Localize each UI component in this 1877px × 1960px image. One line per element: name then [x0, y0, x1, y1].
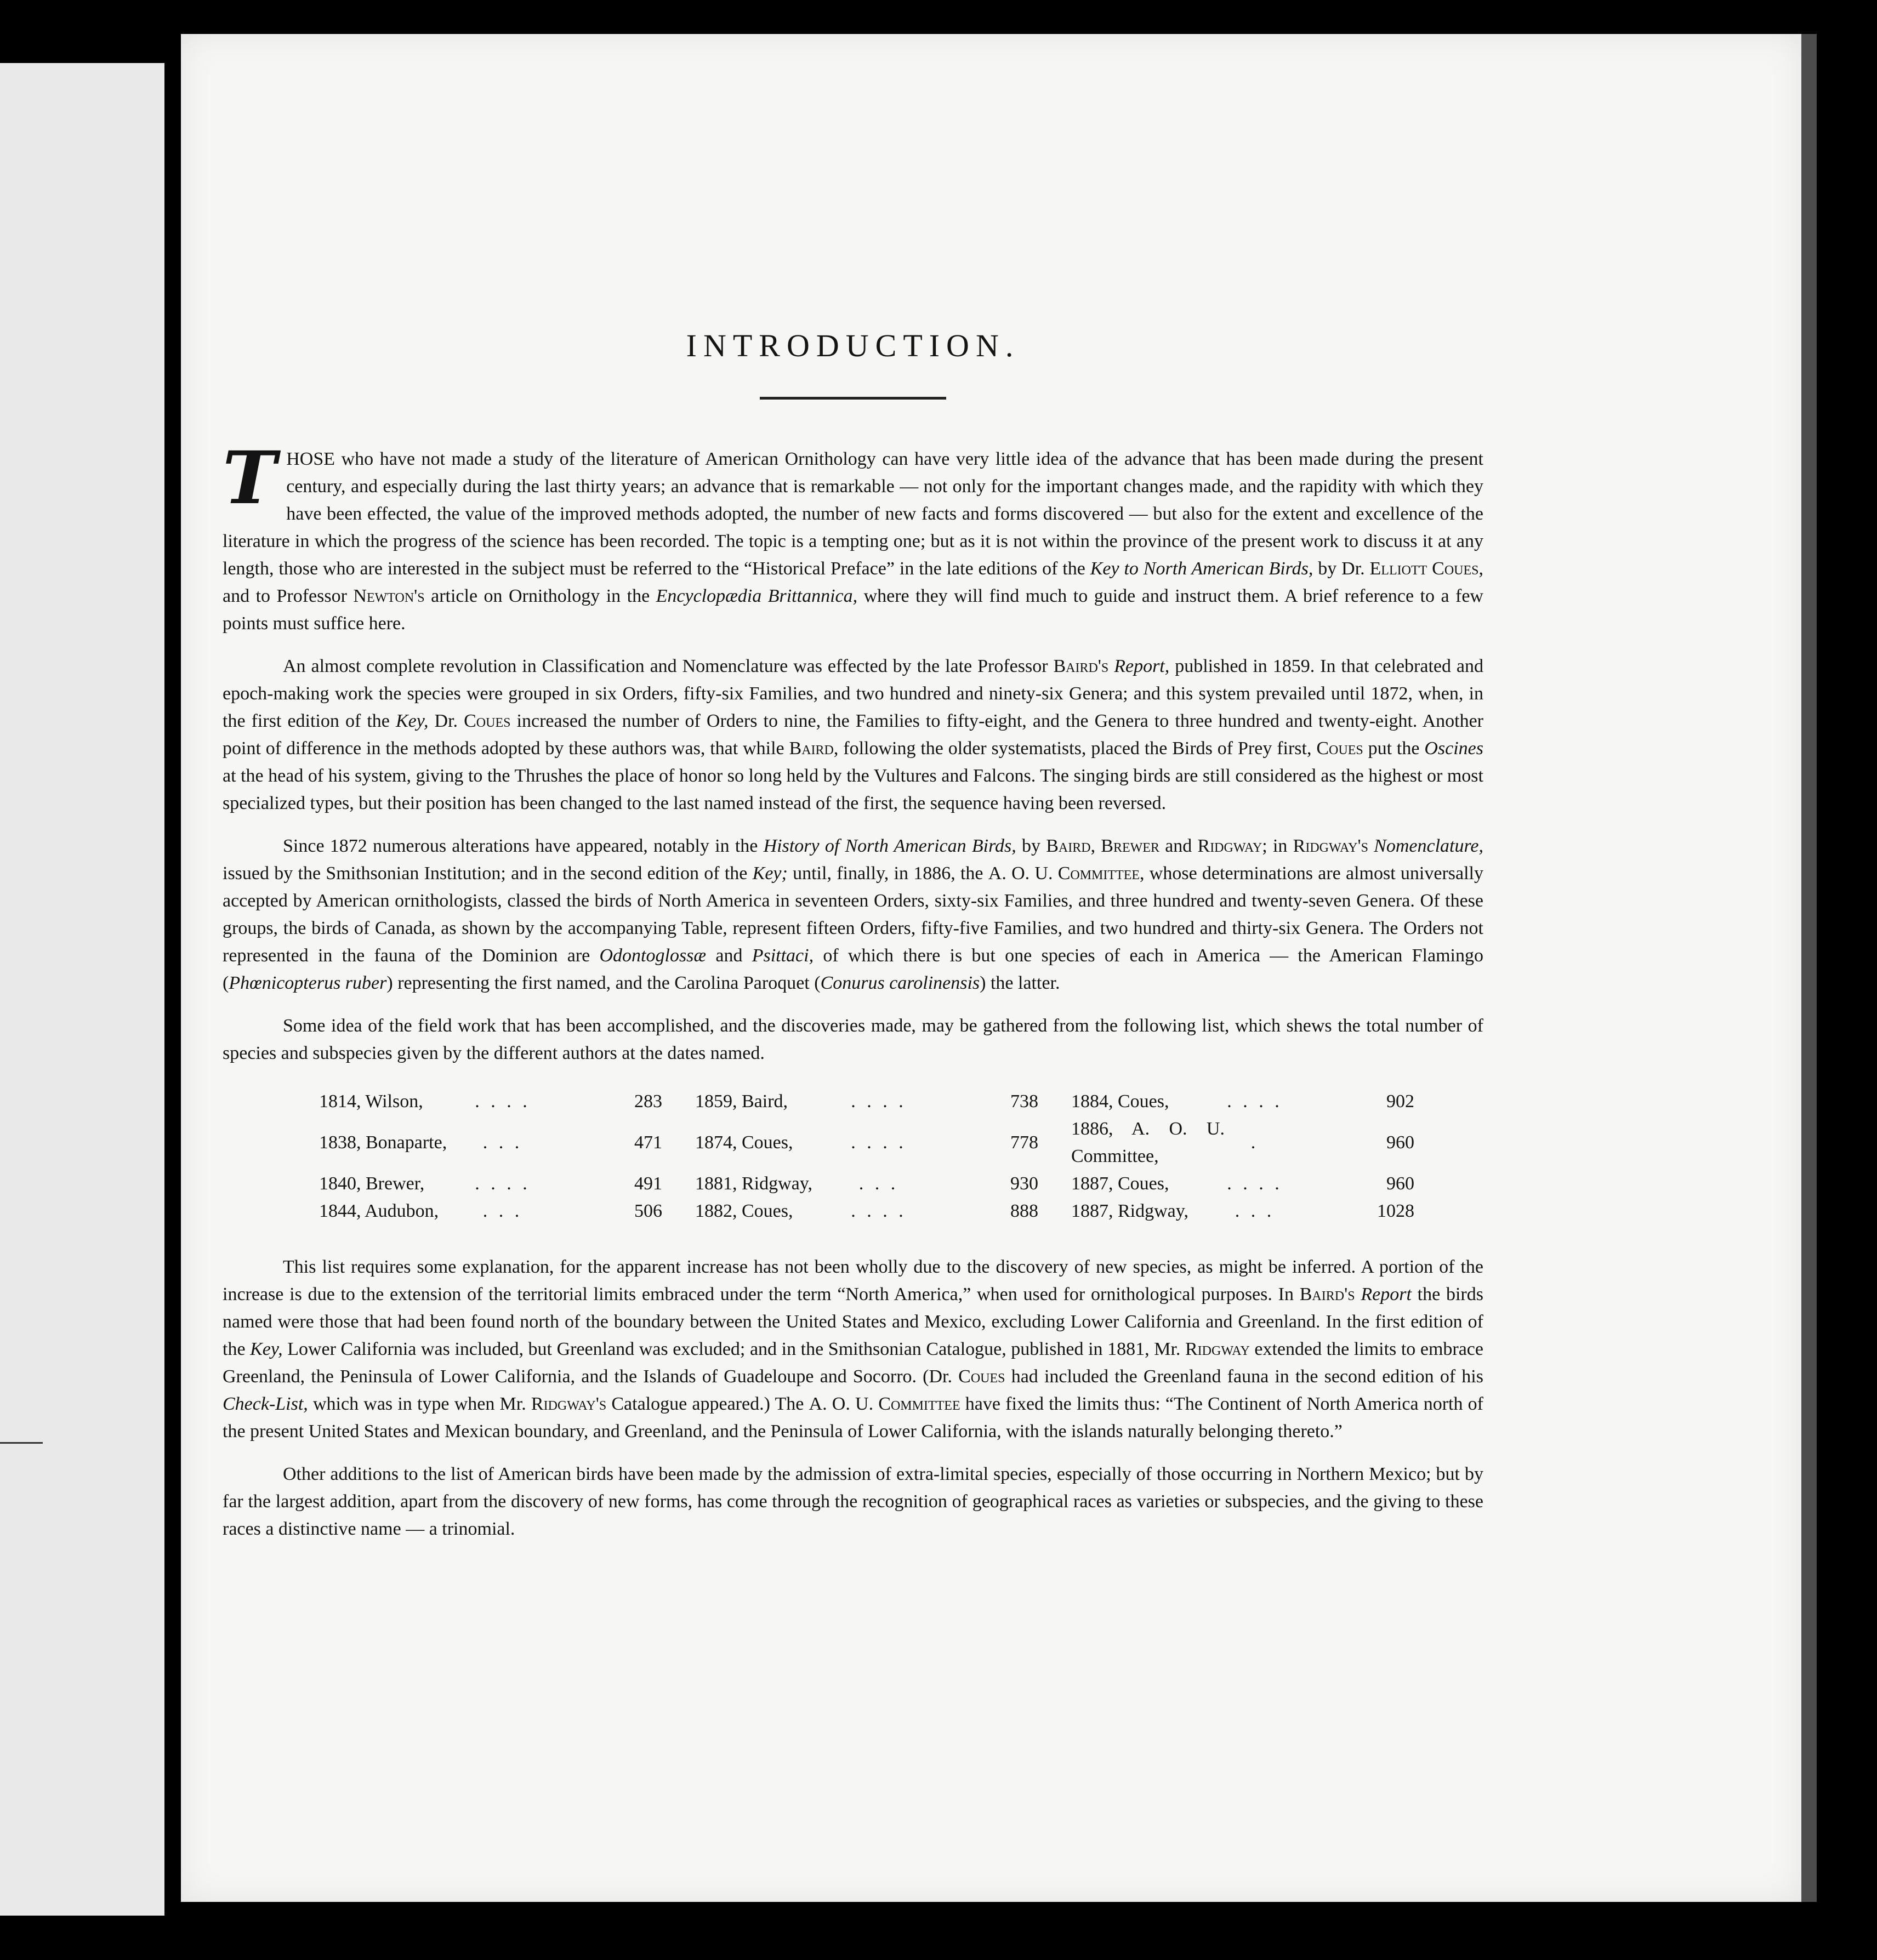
table-row	[319, 1198, 1447, 1225]
text-run: had included the Greenland fauna in the second edition of his	[1005, 1366, 1483, 1387]
text-run: ) representing the first named, and the Carolina Paroquet (	[386, 973, 821, 993]
author-year-cell: 1884, Coues,	[1071, 1091, 1169, 1112]
author-year-cell: 1887, Ridgway,	[1071, 1201, 1189, 1221]
species-count-cell: 930	[1010, 1173, 1038, 1194]
italic-term: Oscines	[1424, 738, 1484, 759]
leader-dots: . . . .	[475, 1091, 531, 1112]
leader-dots: .	[1250, 1132, 1259, 1153]
italic-title: Key,	[250, 1339, 283, 1359]
author-name: Coues	[958, 1366, 1005, 1387]
author-name: Baird's	[1299, 1284, 1355, 1304]
text-run: and	[1159, 836, 1198, 856]
title-rule	[760, 397, 946, 400]
author-name: Elliott Coues,	[1369, 559, 1483, 579]
table-row	[319, 1115, 1447, 1170]
author-name: Baird,	[789, 738, 839, 759]
italic-term: Phœnicopterus ruber	[229, 973, 387, 993]
text-run: at the head of his system, giving to the Thrushes the place of honor so long held by the Vultures and Falcons. The singing birds are still considered as the highest or most specialized types, but their position has been changed to the last named instead of the first, the sequence having been reversed.	[223, 766, 1483, 813]
author-year-cell: 1844, Audubon,	[319, 1201, 439, 1221]
italic-title: History of North American Birds,	[763, 836, 1016, 856]
text-run: article on Ornithology in the	[424, 586, 656, 606]
page-content	[223, 292, 1483, 1558]
text-run: put the	[1363, 738, 1425, 759]
text-run: by	[1016, 836, 1046, 856]
text-run: published in 1859. In that celebrated and epoch-making work the species were grouped in six Orders, fifty-six Families, and two hundred and ninety-six Genera; and this system prevailed until 1872, when, in the first edition of the	[223, 656, 1484, 731]
text-run: Lower California was included, but Greenland was excluded; and in the Smithsonian Catalogue, published in 1881, Mr.	[282, 1339, 1185, 1359]
leader-dots: . . .	[1235, 1201, 1275, 1221]
author-name: Ridgway's	[531, 1394, 607, 1414]
author-year-cell: 1859, Baird,	[695, 1091, 788, 1112]
table-row	[319, 1170, 1447, 1198]
paragraph-3	[223, 833, 1483, 997]
italic-term: Odontoglossæ	[599, 945, 707, 966]
italic-title: Nomenclature,	[1374, 836, 1484, 856]
text-run: and	[706, 945, 752, 966]
species-count-cell: 506	[634, 1201, 662, 1221]
paragraph-5	[223, 1254, 1483, 1445]
table-row	[319, 1088, 1447, 1115]
leader-dots: . . . .	[1227, 1091, 1283, 1112]
text-run: and to Professor	[223, 586, 354, 606]
text-run: HOSE who have not made a study of the literature of American Ornithology can have very little idea of the advance that has been made during the present century, and especially during the last thirty years; an advance that is remarkable — not only for the important changes made, and the rapidity with which they have been effected, the value of the improved methods adopted, the number of new facts and forms discovered — but also for the extent and excellence of the literature in which the progress of the science has been recorded. The topic is a tempting one; but as it is not within the province of the present work to discuss it at any length, those who are interested in the subject must be referred to the “Historical Preface” in the late editions of the	[223, 449, 1483, 579]
author-name: Ridgway;	[1197, 836, 1267, 856]
species-count-cell: 283	[634, 1091, 662, 1112]
text-run: issued by the Smithsonian Institution; and in the second edition of the	[223, 863, 753, 884]
paragraph-2	[223, 653, 1483, 817]
leader-dots: . . . .	[1227, 1173, 1283, 1194]
leader-dots: . . .	[482, 1132, 523, 1153]
author-name: Ridgway	[1185, 1339, 1250, 1359]
species-count-cell: 1028	[1377, 1201, 1414, 1221]
author-year-cell: 1886, A. O. U. Committee,	[1071, 1119, 1225, 1166]
italic-term: Conurus carolinensis	[820, 973, 980, 993]
left-page-edge	[0, 63, 164, 1916]
text-run: ) the latter.	[980, 973, 1060, 993]
italic-title: Report	[1361, 1284, 1412, 1304]
text-run: until, finally, in 1886, the	[787, 863, 988, 884]
author-year-cell: 1838, Bonaparte,	[319, 1132, 447, 1153]
text-run: which was in type when Mr.	[308, 1394, 531, 1414]
body-text	[223, 436, 1484, 1543]
committee-name: A. O. U. Committee	[809, 1394, 960, 1414]
species-count-cell: 491	[634, 1173, 662, 1194]
italic-title: Encyclopædia Brittannica,	[656, 586, 858, 606]
leader-dots: . . . .	[851, 1201, 907, 1221]
text-run: extended the limits to embrace Greenland, the Peninsula of Lower California, and the Islands of Guadeloupe and Socorro. (Dr.	[223, 1339, 1483, 1387]
author-year-cell: 1881, Ridgway,	[695, 1173, 813, 1194]
species-count-cell: 888	[1010, 1201, 1038, 1221]
leader-dots: . . . .	[475, 1173, 531, 1194]
species-count-cell: 960	[1386, 1173, 1414, 1194]
leader-dots: . . .	[858, 1173, 899, 1194]
species-count-cell: 902	[1386, 1091, 1414, 1112]
margin-mark	[0, 1442, 43, 1444]
italic-title: Check-List,	[223, 1394, 308, 1414]
species-count-cell: 471	[634, 1132, 662, 1153]
author-name: Coues	[1316, 738, 1363, 759]
text-run: Dr.	[428, 711, 464, 731]
author-year-cell: 1882, Coues,	[695, 1201, 793, 1221]
author-name: Newton's	[353, 586, 425, 606]
text-run: where they will find much to guide and instruct them. A brief reference to a few points must suffice here.	[223, 586, 1483, 634]
author-year-cell: 1874, Coues,	[695, 1132, 793, 1153]
text-run: Since 1872 numerous alterations have appeared, notably in the	[283, 836, 764, 856]
text-run: whose determinations are almost universally accepted by American ornithologists, classed the birds of North America in seventeen Orders, sixty-six Families, and three hundred and twenty-seven Genera. Of these groups, the birds of Canada, as shown by the accompanying Table, represent fifteen Orders, fifty-five Families, and two hundred and thirty-six Genera. The Orders not represented in the fauna of the Dominion are	[223, 863, 1483, 966]
author-year-cell: 1840, Brewer,	[319, 1173, 425, 1194]
author-name: Ridgway's	[1293, 836, 1368, 856]
text-run: An almost complete revolution in Classification and Nomenclature was effected by the late Professor	[283, 656, 1054, 676]
author-name: Baird, Brewer	[1046, 836, 1159, 856]
leader-dots: . . . .	[851, 1132, 907, 1153]
paragraph-1	[223, 436, 1483, 637]
text-run: the birds named were those that had been found north of the boundary between the United States and Mexico, excluding Lower California and Greenland. In the first edition of the	[223, 1284, 1483, 1359]
species-count-cell: 778	[1010, 1132, 1038, 1153]
italic-title: Key,	[395, 711, 429, 731]
italic-term: Psittaci,	[752, 945, 814, 966]
leader-dots: . . .	[482, 1201, 523, 1221]
text-run: following the older systematists, placed the Birds of Prey first,	[838, 738, 1317, 759]
text-run: This list requires some explanation, for the apparent increase has not been wholly due to the discovery of new species, as might be inferred. A portion of the increase is due to the extension of the territorial limits embraced under the term “North America,” when used for ornithological purposes. In	[223, 1257, 1483, 1304]
text-run: of which there is but one species of each in America — the American Flamingo (	[223, 945, 1483, 993]
author-name: Coues	[464, 711, 511, 731]
text-run: increased the number of Orders to nine, the Families to fifty-eight, and the Genera to three hundred and twenty-eight. Another point of difference in the methods adopted by these authors was, that while	[223, 711, 1484, 759]
drop-cap: T	[223, 436, 277, 521]
italic-title: Key to North American Birds,	[1090, 559, 1313, 579]
paragraph-4: Some idea of the field work that has been accomplished, and the discoveries made, may be gathered from the following list, which shews the total number of species and subspecies given by the different authors at the dates named.	[223, 1016, 1483, 1063]
text-run: have fixed the limits thus: “The Continent of North America north of the present United States and Mexican boundary, and Greenland, and the Peninsula of Lower California, with the islands naturally belonging thereto.”	[223, 1394, 1484, 1441]
italic-title: Report,	[1114, 656, 1170, 676]
author-name: Baird's	[1053, 656, 1109, 676]
author-year-cell: 1887, Coues,	[1071, 1173, 1169, 1194]
text-run: by Dr.	[1313, 559, 1370, 579]
paragraph-6: Other additions to the list of American birds have been made by the admission of extra-limital species, especially of those occurring in Northern Mexico; but by far the largest addition, apart from the discovery of new forms, has come through the recognition of geographical races as varieties or subspecies, and the giving to these races a distinctive name — a trinomial.	[223, 1464, 1483, 1539]
species-count-table	[319, 1088, 1447, 1225]
text-run: in	[1267, 836, 1293, 856]
leader-dots: . . . .	[851, 1091, 907, 1112]
italic-title: Key;	[752, 863, 788, 884]
text-run: Catalogue appeared.) The	[606, 1394, 809, 1414]
species-count-cell: 960	[1386, 1132, 1414, 1153]
page-title: INTRODUCTION.	[686, 328, 1020, 363]
species-count-cell: 738	[1010, 1091, 1038, 1112]
page-edge-shadow	[1801, 34, 1817, 1902]
committee-name: A. O. U. Committee,	[988, 863, 1145, 884]
author-year-cell: 1814, Wilson,	[319, 1091, 423, 1112]
